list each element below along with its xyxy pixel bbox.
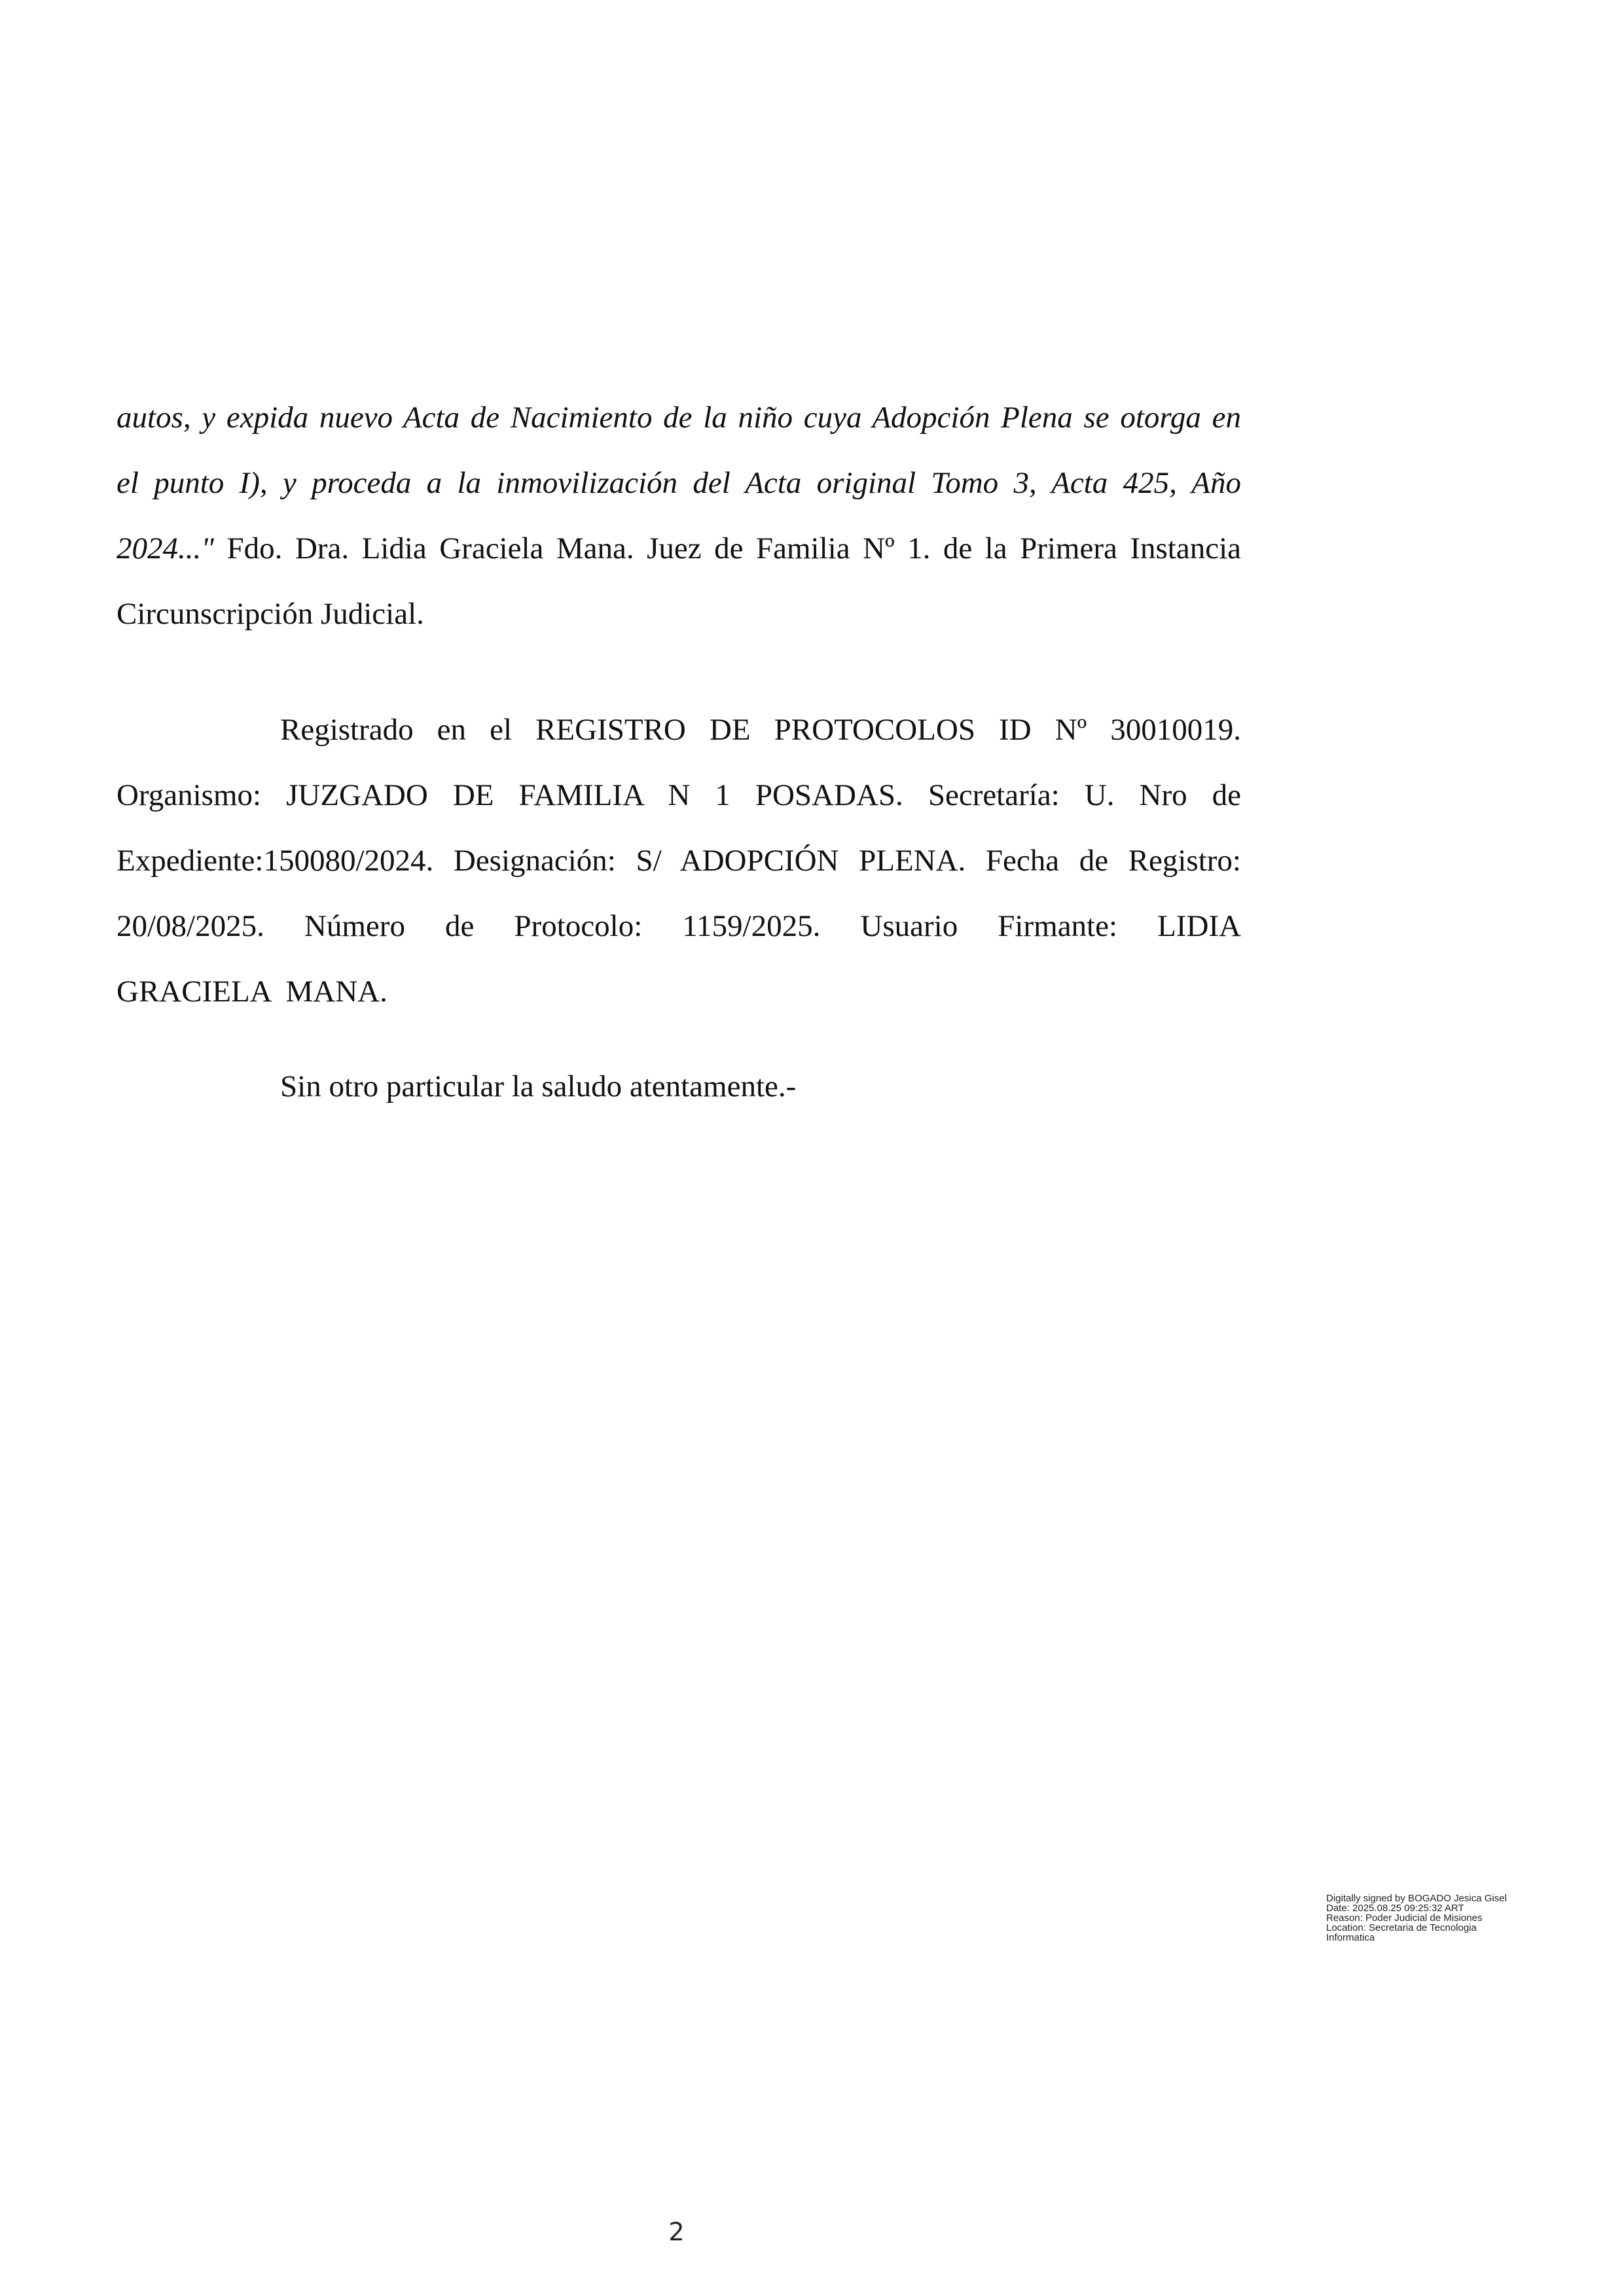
signature-date: Date: 2025.08.25 09:25:32 ART	[1326, 1903, 1464, 1914]
quote-end-text: 2024..."	[117, 531, 214, 565]
signature-reason: Reason: Poder Judicial de Misiones	[1326, 1912, 1483, 1924]
registry-paragraph	[117, 697, 1241, 1024]
signature-signer: Digitally signed by BOGADO Jesica Gisel	[1326, 1893, 1507, 1904]
resolution-quote-paragraph	[117, 385, 1241, 647]
closing-line: Sin otro particular la saludo atentamente.-	[280, 1069, 797, 1103]
paragraph-line: Organismo: JUZGADO DE FAMILIA N 1 POSADAS. Secretaría: U. Nro de	[117, 778, 1241, 812]
paragraph-line: 20/08/2025. Número de Protocolo: 1159/2025. Usuario Firmante: LIDIA	[117, 909, 1241, 943]
signature-attribution-text: Fdo. Dra. Lidia Graciela Mana. Juez de Familia Nº 1. de la Primera Instancia	[214, 531, 1241, 565]
paragraph-line: el punto I), y proceda a la inmovilización del Acta original Tomo 3, Acta 425, Año	[117, 466, 1241, 500]
paragraph-line: GRACIELA MANA.	[117, 975, 388, 1009]
signature-location: Location: Secretaria de Tecnologia	[1326, 1922, 1477, 1933]
page-number: 2	[668, 2217, 685, 2246]
digital-signature-stamp	[1326, 1893, 1549, 1943]
paragraph-line: autos, y expida nuevo Acta de Nacimiento de la niño cuya Adopción Plena se otorga en	[117, 401, 1241, 435]
signature-location-continued: Informatica	[1326, 1932, 1375, 1943]
paragraph-line: Circunscripción Judicial.	[117, 597, 424, 631]
paragraph-line: Registrado en el REGISTRO DE PROTOCOLOS ID Nº 30010019.	[280, 713, 1241, 747]
paragraph-line	[117, 516, 1241, 581]
closing-paragraph	[280, 1054, 1241, 1119]
paragraph-line: Expediente:150080/2024. Designación: S/ ADOPCIÓN PLENA. Fecha de Registro:	[117, 844, 1241, 878]
